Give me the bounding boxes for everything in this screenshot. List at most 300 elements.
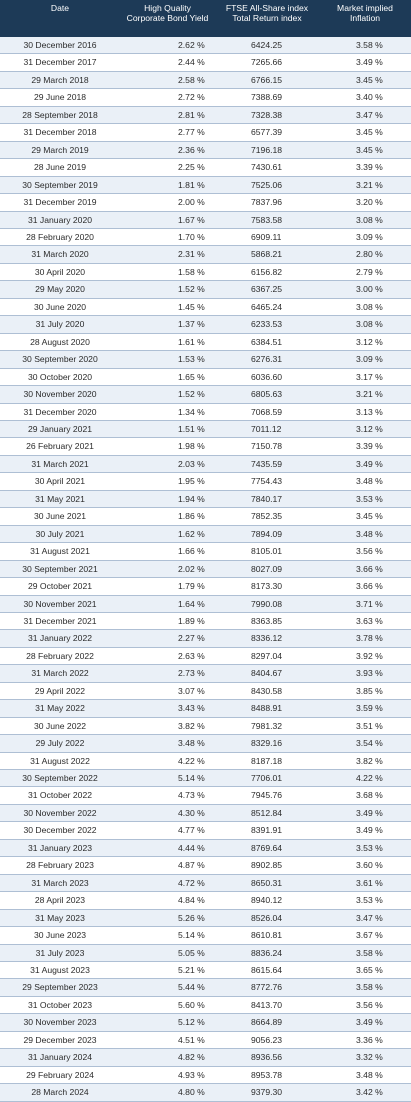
table-row bbox=[0, 578, 411, 595]
inflation-cell: 3.68 % bbox=[319, 787, 411, 804]
table-row bbox=[0, 281, 411, 298]
ftse-cell: 7150.78 bbox=[215, 438, 319, 455]
yield-cell: 1.53 % bbox=[120, 351, 215, 368]
ftse-cell: 8615.64 bbox=[215, 962, 319, 979]
ftse-cell: 5868.21 bbox=[215, 246, 319, 263]
yield-cell: 2.63 % bbox=[120, 647, 215, 664]
date-cell: 31 December 2018 bbox=[0, 124, 120, 141]
yield-cell: 1.65 % bbox=[120, 368, 215, 385]
ftse-cell: 7435.59 bbox=[215, 455, 319, 472]
table-row bbox=[0, 543, 411, 560]
header-inflation bbox=[319, 0, 411, 37]
inflation-cell: 3.21 % bbox=[319, 176, 411, 193]
ftse-cell: 7583.58 bbox=[215, 211, 319, 228]
inflation-cell: 3.48 % bbox=[319, 1066, 411, 1083]
table-row bbox=[0, 944, 411, 961]
yield-cell: 2.31 % bbox=[120, 246, 215, 263]
inflation-cell: 3.48 % bbox=[319, 525, 411, 542]
table-row bbox=[0, 1049, 411, 1066]
inflation-cell: 3.00 % bbox=[319, 281, 411, 298]
yield-cell: 2.44 % bbox=[120, 54, 215, 71]
table-row bbox=[0, 508, 411, 525]
inflation-cell: 3.12 % bbox=[319, 333, 411, 350]
date-cell: 29 June 2018 bbox=[0, 89, 120, 106]
date-cell: 28 February 2022 bbox=[0, 647, 120, 664]
yield-cell: 5.26 % bbox=[120, 909, 215, 926]
table-row bbox=[0, 612, 411, 629]
ftse-cell: 8488.91 bbox=[215, 700, 319, 717]
inflation-cell: 3.65 % bbox=[319, 962, 411, 979]
yield-cell: 4.30 % bbox=[120, 804, 215, 821]
header-inflation-line1: Market implied bbox=[337, 3, 393, 13]
yield-cell: 5.44 % bbox=[120, 979, 215, 996]
date-cell: 30 November 2020 bbox=[0, 386, 120, 403]
ftse-cell: 7525.06 bbox=[215, 176, 319, 193]
table-row bbox=[0, 316, 411, 333]
ftse-cell: 6766.15 bbox=[215, 71, 319, 88]
date-cell: 31 July 2020 bbox=[0, 316, 120, 333]
ftse-cell: 6805.63 bbox=[215, 386, 319, 403]
table-row bbox=[0, 647, 411, 664]
inflation-cell: 3.17 % bbox=[319, 368, 411, 385]
table-row bbox=[0, 141, 411, 158]
header-yield-line2: Corporate Bond Yield bbox=[126, 13, 209, 23]
yield-cell: 4.44 % bbox=[120, 839, 215, 856]
yield-cell: 1.81 % bbox=[120, 176, 215, 193]
yield-cell: 2.36 % bbox=[120, 141, 215, 158]
yield-cell: 1.79 % bbox=[120, 578, 215, 595]
table-row bbox=[0, 735, 411, 752]
yield-cell: 4.93 % bbox=[120, 1066, 215, 1083]
ftse-cell: 7196.18 bbox=[215, 141, 319, 158]
date-cell: 31 October 2022 bbox=[0, 787, 120, 804]
date-cell: 31 March 2020 bbox=[0, 246, 120, 263]
table-row bbox=[0, 909, 411, 926]
date-cell: 29 March 2019 bbox=[0, 141, 120, 158]
yield-cell: 2.77 % bbox=[120, 124, 215, 141]
ftse-cell: 6424.25 bbox=[215, 37, 319, 54]
inflation-cell: 3.53 % bbox=[319, 490, 411, 507]
table-row bbox=[0, 717, 411, 734]
inflation-cell: 3.39 % bbox=[319, 438, 411, 455]
date-cell: 29 April 2022 bbox=[0, 682, 120, 699]
date-cell: 30 April 2020 bbox=[0, 263, 120, 280]
yield-cell: 5.14 % bbox=[120, 770, 215, 787]
table-row bbox=[0, 159, 411, 176]
inflation-cell: 3.54 % bbox=[319, 735, 411, 752]
inflation-cell: 3.08 % bbox=[319, 211, 411, 228]
yield-cell: 1.64 % bbox=[120, 595, 215, 612]
inflation-cell: 3.40 % bbox=[319, 89, 411, 106]
inflation-cell: 3.93 % bbox=[319, 665, 411, 682]
ftse-cell: 7706.01 bbox=[215, 770, 319, 787]
table-row bbox=[0, 1031, 411, 1048]
ftse-cell: 6384.51 bbox=[215, 333, 319, 350]
inflation-cell: 3.59 % bbox=[319, 700, 411, 717]
ftse-cell: 9056.23 bbox=[215, 1031, 319, 1048]
ftse-cell: 8610.81 bbox=[215, 927, 319, 944]
ftse-cell: 8664.89 bbox=[215, 1014, 319, 1031]
table-row bbox=[0, 473, 411, 490]
ftse-cell: 7068.59 bbox=[215, 403, 319, 420]
yield-cell: 1.94 % bbox=[120, 490, 215, 507]
date-cell: 30 November 2022 bbox=[0, 804, 120, 821]
ftse-cell: 8336.12 bbox=[215, 630, 319, 647]
date-cell: 29 December 2023 bbox=[0, 1031, 120, 1048]
ftse-cell: 7837.96 bbox=[215, 194, 319, 211]
yield-cell: 1.66 % bbox=[120, 543, 215, 560]
yield-cell: 2.27 % bbox=[120, 630, 215, 647]
ftse-cell: 6233.53 bbox=[215, 316, 319, 333]
table-row bbox=[0, 804, 411, 821]
table-row bbox=[0, 351, 411, 368]
inflation-cell: 3.45 % bbox=[319, 71, 411, 88]
inflation-cell: 3.49 % bbox=[319, 822, 411, 839]
date-cell: 30 October 2020 bbox=[0, 368, 120, 385]
inflation-cell: 3.92 % bbox=[319, 647, 411, 664]
yield-cell: 1.51 % bbox=[120, 420, 215, 437]
yield-cell: 1.70 % bbox=[120, 228, 215, 245]
date-cell: 31 May 2022 bbox=[0, 700, 120, 717]
table-row bbox=[0, 106, 411, 123]
yield-cell: 2.73 % bbox=[120, 665, 215, 682]
header-inflation-line2: Inflation bbox=[349, 13, 381, 23]
ftse-cell: 8902.85 bbox=[215, 857, 319, 874]
ftse-cell: 7840.17 bbox=[215, 490, 319, 507]
yield-cell: 3.43 % bbox=[120, 700, 215, 717]
inflation-cell: 3.08 % bbox=[319, 316, 411, 333]
date-cell: 31 January 2024 bbox=[0, 1049, 120, 1066]
yield-cell: 4.84 % bbox=[120, 892, 215, 909]
date-cell: 30 November 2023 bbox=[0, 1014, 120, 1031]
inflation-cell: 3.42 % bbox=[319, 1084, 411, 1101]
ftse-cell: 8413.70 bbox=[215, 996, 319, 1013]
table-row bbox=[0, 176, 411, 193]
date-cell: 31 May 2021 bbox=[0, 490, 120, 507]
table-row bbox=[0, 438, 411, 455]
yield-cell: 4.22 % bbox=[120, 752, 215, 769]
inflation-cell: 3.56 % bbox=[319, 996, 411, 1013]
date-cell: 30 June 2023 bbox=[0, 927, 120, 944]
header-ftse bbox=[215, 0, 319, 37]
date-cell: 28 June 2019 bbox=[0, 159, 120, 176]
yield-cell: 1.37 % bbox=[120, 316, 215, 333]
yield-cell: 4.73 % bbox=[120, 787, 215, 804]
ftse-cell: 8936.56 bbox=[215, 1049, 319, 1066]
table-row bbox=[0, 403, 411, 420]
ftse-cell: 8940.12 bbox=[215, 892, 319, 909]
date-cell: 30 November 2021 bbox=[0, 595, 120, 612]
yield-cell: 1.95 % bbox=[120, 473, 215, 490]
inflation-cell: 3.71 % bbox=[319, 595, 411, 612]
table-row bbox=[0, 263, 411, 280]
ftse-cell: 7328.38 bbox=[215, 106, 319, 123]
table-row bbox=[0, 333, 411, 350]
date-cell: 31 January 2022 bbox=[0, 630, 120, 647]
yield-cell: 1.89 % bbox=[120, 612, 215, 629]
inflation-cell: 3.08 % bbox=[319, 298, 411, 315]
table-row bbox=[0, 996, 411, 1013]
date-cell: 30 December 2016 bbox=[0, 37, 120, 54]
yield-cell: 2.62 % bbox=[120, 37, 215, 54]
table-row bbox=[0, 89, 411, 106]
inflation-cell: 3.82 % bbox=[319, 752, 411, 769]
ftse-cell: 6036.60 bbox=[215, 368, 319, 385]
inflation-cell: 3.09 % bbox=[319, 228, 411, 245]
date-cell: 26 February 2021 bbox=[0, 438, 120, 455]
yield-cell: 1.58 % bbox=[120, 263, 215, 280]
inflation-cell: 3.39 % bbox=[319, 159, 411, 176]
inflation-cell: 3.47 % bbox=[319, 106, 411, 123]
date-cell: 28 February 2020 bbox=[0, 228, 120, 245]
table-row bbox=[0, 228, 411, 245]
yield-cell: 1.86 % bbox=[120, 508, 215, 525]
date-cell: 28 September 2018 bbox=[0, 106, 120, 123]
ftse-cell: 6156.82 bbox=[215, 263, 319, 280]
date-cell: 29 September 2023 bbox=[0, 979, 120, 996]
table-row bbox=[0, 787, 411, 804]
header-ftse-line1: FTSE All-Share index bbox=[225, 3, 309, 13]
table-row bbox=[0, 124, 411, 141]
inflation-cell: 3.58 % bbox=[319, 979, 411, 996]
date-cell: 30 April 2021 bbox=[0, 473, 120, 490]
table-row bbox=[0, 892, 411, 909]
date-cell: 31 May 2023 bbox=[0, 909, 120, 926]
ftse-cell: 8650.31 bbox=[215, 874, 319, 891]
ftse-cell: 7981.32 bbox=[215, 717, 319, 734]
yield-cell: 1.34 % bbox=[120, 403, 215, 420]
inflation-cell: 3.49 % bbox=[319, 1014, 411, 1031]
table-row bbox=[0, 595, 411, 612]
date-cell: 31 August 2023 bbox=[0, 962, 120, 979]
inflation-cell: 3.56 % bbox=[319, 543, 411, 560]
yield-cell: 2.00 % bbox=[120, 194, 215, 211]
ftse-cell: 7945.76 bbox=[215, 787, 319, 804]
date-cell: 31 July 2023 bbox=[0, 944, 120, 961]
table-row bbox=[0, 560, 411, 577]
date-cell: 28 April 2023 bbox=[0, 892, 120, 909]
table-row bbox=[0, 665, 411, 682]
inflation-cell: 3.13 % bbox=[319, 403, 411, 420]
yield-cell: 1.52 % bbox=[120, 281, 215, 298]
inflation-cell: 3.66 % bbox=[319, 560, 411, 577]
inflation-cell: 3.53 % bbox=[319, 892, 411, 909]
header-date bbox=[0, 0, 120, 37]
inflation-cell: 2.80 % bbox=[319, 246, 411, 263]
date-cell: 31 December 2020 bbox=[0, 403, 120, 420]
ftse-cell: 7754.43 bbox=[215, 473, 319, 490]
inflation-cell: 3.49 % bbox=[319, 455, 411, 472]
table-row bbox=[0, 420, 411, 437]
date-cell: 31 December 2021 bbox=[0, 612, 120, 629]
yield-cell: 2.72 % bbox=[120, 89, 215, 106]
date-cell: 29 February 2024 bbox=[0, 1066, 120, 1083]
table-row bbox=[0, 211, 411, 228]
yield-cell: 1.62 % bbox=[120, 525, 215, 542]
date-cell: 30 September 2021 bbox=[0, 560, 120, 577]
ftse-cell: 6276.31 bbox=[215, 351, 319, 368]
date-cell: 29 May 2020 bbox=[0, 281, 120, 298]
inflation-cell: 3.61 % bbox=[319, 874, 411, 891]
date-cell: 31 March 2023 bbox=[0, 874, 120, 891]
table-row bbox=[0, 822, 411, 839]
ftse-cell: 9379.30 bbox=[215, 1084, 319, 1101]
date-cell: 31 August 2021 bbox=[0, 543, 120, 560]
date-cell: 29 January 2021 bbox=[0, 420, 120, 437]
yield-cell: 5.05 % bbox=[120, 944, 215, 961]
inflation-cell: 3.12 % bbox=[319, 420, 411, 437]
ftse-cell: 8772.76 bbox=[215, 979, 319, 996]
yield-cell: 5.14 % bbox=[120, 927, 215, 944]
yield-cell: 4.72 % bbox=[120, 874, 215, 891]
table-row bbox=[0, 194, 411, 211]
ftse-cell: 8769.64 bbox=[215, 839, 319, 856]
inflation-cell: 3.45 % bbox=[319, 141, 411, 158]
yield-cell: 4.87 % bbox=[120, 857, 215, 874]
date-cell: 31 December 2017 bbox=[0, 54, 120, 71]
ftse-cell: 7388.69 bbox=[215, 89, 319, 106]
inflation-cell: 2.79 % bbox=[319, 263, 411, 280]
yield-cell: 1.98 % bbox=[120, 438, 215, 455]
ftse-cell: 6465.24 bbox=[215, 298, 319, 315]
ftse-cell: 8027.09 bbox=[215, 560, 319, 577]
yield-cell: 4.82 % bbox=[120, 1049, 215, 1066]
yield-cell: 3.07 % bbox=[120, 682, 215, 699]
ftse-cell: 7990.08 bbox=[215, 595, 319, 612]
date-cell: 30 September 2022 bbox=[0, 770, 120, 787]
table-row bbox=[0, 386, 411, 403]
date-cell: 30 June 2021 bbox=[0, 508, 120, 525]
ftse-cell: 7430.61 bbox=[215, 159, 319, 176]
ftse-cell: 8953.78 bbox=[215, 1066, 319, 1083]
table-row bbox=[0, 962, 411, 979]
yield-cell: 3.82 % bbox=[120, 717, 215, 734]
inflation-cell: 3.36 % bbox=[319, 1031, 411, 1048]
table-row bbox=[0, 54, 411, 71]
date-cell: 30 June 2022 bbox=[0, 717, 120, 734]
date-cell: 31 October 2023 bbox=[0, 996, 120, 1013]
inflation-cell: 3.53 % bbox=[319, 839, 411, 856]
ftse-cell: 8391.91 bbox=[215, 822, 319, 839]
table-row bbox=[0, 490, 411, 507]
ftse-cell: 7852.35 bbox=[215, 508, 319, 525]
header-row bbox=[0, 0, 411, 37]
yield-cell: 2.81 % bbox=[120, 106, 215, 123]
date-cell: 31 January 2023 bbox=[0, 839, 120, 856]
header-yield bbox=[120, 0, 215, 37]
yield-cell: 5.21 % bbox=[120, 962, 215, 979]
yield-cell: 2.03 % bbox=[120, 455, 215, 472]
yield-cell: 1.61 % bbox=[120, 333, 215, 350]
header-ftse-line2: Total Return index bbox=[232, 13, 302, 23]
inflation-cell: 3.85 % bbox=[319, 682, 411, 699]
ftse-cell: 6577.39 bbox=[215, 124, 319, 141]
table-row bbox=[0, 1066, 411, 1083]
yield-cell: 4.77 % bbox=[120, 822, 215, 839]
inflation-cell: 3.49 % bbox=[319, 54, 411, 71]
date-cell: 29 July 2022 bbox=[0, 735, 120, 752]
inflation-cell: 3.45 % bbox=[319, 508, 411, 525]
inflation-cell: 3.78 % bbox=[319, 630, 411, 647]
table-row bbox=[0, 368, 411, 385]
ftse-cell: 8363.85 bbox=[215, 612, 319, 629]
date-cell: 28 August 2020 bbox=[0, 333, 120, 350]
yield-cell: 4.51 % bbox=[120, 1031, 215, 1048]
date-cell: 30 June 2020 bbox=[0, 298, 120, 315]
date-cell: 31 March 2022 bbox=[0, 665, 120, 682]
yield-cell: 2.02 % bbox=[120, 560, 215, 577]
inflation-cell: 3.09 % bbox=[319, 351, 411, 368]
header-date-label: Date bbox=[50, 3, 70, 13]
table-body bbox=[0, 37, 411, 1101]
inflation-cell: 3.20 % bbox=[319, 194, 411, 211]
inflation-cell: 3.32 % bbox=[319, 1049, 411, 1066]
table-row bbox=[0, 1084, 411, 1101]
table-row bbox=[0, 927, 411, 944]
date-cell: 28 March 2024 bbox=[0, 1084, 120, 1101]
yield-cell: 2.58 % bbox=[120, 71, 215, 88]
table-row bbox=[0, 1014, 411, 1031]
ftse-cell: 8430.58 bbox=[215, 682, 319, 699]
header-yield-line1: High Quality bbox=[144, 3, 191, 13]
inflation-cell: 3.51 % bbox=[319, 717, 411, 734]
inflation-cell: 3.49 % bbox=[319, 804, 411, 821]
yield-cell: 5.12 % bbox=[120, 1014, 215, 1031]
inflation-cell: 4.22 % bbox=[319, 770, 411, 787]
ftse-cell: 7265.66 bbox=[215, 54, 319, 71]
ftse-cell: 8105.01 bbox=[215, 543, 319, 560]
table-row bbox=[0, 839, 411, 856]
date-cell: 30 July 2021 bbox=[0, 525, 120, 542]
table-row bbox=[0, 752, 411, 769]
inflation-cell: 3.63 % bbox=[319, 612, 411, 629]
date-cell: 29 October 2021 bbox=[0, 578, 120, 595]
yield-cell: 1.45 % bbox=[120, 298, 215, 315]
ftse-cell: 8404.67 bbox=[215, 665, 319, 682]
table-row bbox=[0, 857, 411, 874]
inflation-cell: 3.47 % bbox=[319, 909, 411, 926]
yield-cell: 1.67 % bbox=[120, 211, 215, 228]
date-cell: 31 January 2020 bbox=[0, 211, 120, 228]
date-cell: 28 February 2023 bbox=[0, 857, 120, 874]
table-row bbox=[0, 630, 411, 647]
table-row bbox=[0, 455, 411, 472]
table-row bbox=[0, 71, 411, 88]
date-cell: 30 December 2022 bbox=[0, 822, 120, 839]
yield-cell: 5.60 % bbox=[120, 996, 215, 1013]
yield-cell: 1.52 % bbox=[120, 386, 215, 403]
ftse-cell: 6909.11 bbox=[215, 228, 319, 245]
ftse-cell: 8187.18 bbox=[215, 752, 319, 769]
table-row bbox=[0, 770, 411, 787]
ftse-cell: 8526.04 bbox=[215, 909, 319, 926]
date-cell: 30 September 2019 bbox=[0, 176, 120, 193]
table-row bbox=[0, 700, 411, 717]
table-row bbox=[0, 298, 411, 315]
date-cell: 31 March 2021 bbox=[0, 455, 120, 472]
inflation-cell: 3.66 % bbox=[319, 578, 411, 595]
ftse-cell: 7011.12 bbox=[215, 420, 319, 437]
table-row bbox=[0, 682, 411, 699]
date-cell: 30 September 2020 bbox=[0, 351, 120, 368]
table-header bbox=[0, 0, 411, 37]
ftse-cell: 7894.09 bbox=[215, 525, 319, 542]
inflation-cell: 3.45 % bbox=[319, 124, 411, 141]
yield-cell: 4.80 % bbox=[120, 1084, 215, 1101]
ftse-cell: 8512.84 bbox=[215, 804, 319, 821]
date-cell: 29 March 2018 bbox=[0, 71, 120, 88]
yield-cell: 2.25 % bbox=[120, 159, 215, 176]
